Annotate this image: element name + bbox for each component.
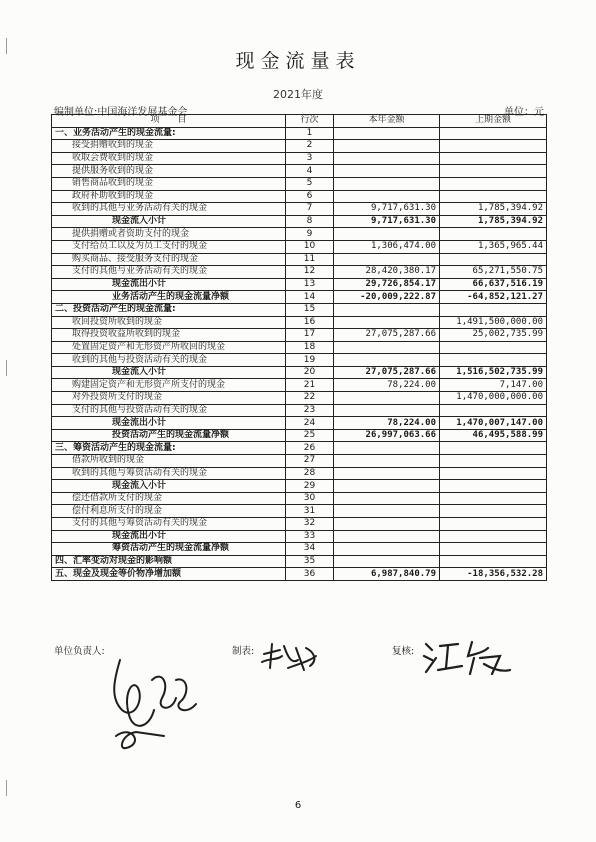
table-row bbox=[52, 568, 547, 581]
table-row bbox=[52, 278, 547, 291]
row-label: 五、现金及现金等价物净增加额 bbox=[52, 568, 286, 581]
row-line-number: 25 bbox=[286, 429, 334, 442]
row-line-number: 1 bbox=[286, 127, 334, 140]
row-current-amount: 6,987,840.79 bbox=[334, 568, 440, 581]
table-row bbox=[52, 341, 547, 354]
row-line-number: 10 bbox=[286, 240, 334, 253]
row-label: 现金流出小计 bbox=[52, 278, 286, 291]
table-row bbox=[52, 165, 547, 178]
row-label: 提供捐赠或者资助支付的现金 bbox=[52, 228, 286, 241]
table-row bbox=[52, 127, 547, 140]
table-row bbox=[52, 404, 547, 417]
table-row bbox=[52, 555, 547, 568]
row-previous-amount bbox=[440, 442, 547, 455]
row-previous-amount: 1,785,394.92 bbox=[440, 215, 547, 228]
table-row bbox=[52, 291, 547, 304]
row-previous-amount: 7,147.00 bbox=[440, 379, 547, 392]
row-previous-amount: 1,365,965.44 bbox=[440, 240, 547, 253]
table-row bbox=[52, 379, 547, 392]
row-previous-amount bbox=[440, 152, 547, 165]
row-line-number: 9 bbox=[286, 228, 334, 241]
row-previous-amount bbox=[440, 190, 547, 203]
row-label: 收到的其他与投资活动有关的现金 bbox=[52, 354, 286, 367]
row-previous-amount: 66,637,516.19 bbox=[440, 278, 547, 291]
row-label: 收到的其他与筹资活动有关的现金 bbox=[52, 467, 286, 480]
row-previous-amount: 1,516,502,735.99 bbox=[440, 366, 547, 379]
col-header-current: 本年金额 bbox=[334, 115, 440, 128]
row-line-number: 31 bbox=[286, 505, 334, 518]
row-current-amount bbox=[334, 303, 440, 316]
row-label: 一、业务活动产生的现金流量: bbox=[52, 127, 286, 140]
row-current-amount bbox=[334, 442, 440, 455]
row-previous-amount bbox=[440, 480, 547, 493]
row-line-number: 19 bbox=[286, 354, 334, 367]
row-label: 提供服务收到的现金 bbox=[52, 165, 286, 178]
table-row bbox=[52, 266, 547, 279]
row-line-number: 29 bbox=[286, 480, 334, 493]
row-label: 现金流出小计 bbox=[52, 417, 286, 430]
row-label: 收回投资所收到的现金 bbox=[52, 316, 286, 329]
row-current-amount bbox=[334, 140, 440, 153]
row-line-number: 26 bbox=[286, 442, 334, 455]
row-label: 偿还借款所支付的现金 bbox=[52, 492, 286, 505]
col-header-item: 项 目 bbox=[52, 115, 286, 128]
table-row bbox=[52, 530, 547, 543]
row-current-amount bbox=[334, 518, 440, 531]
table-row bbox=[52, 152, 547, 165]
row-current-amount bbox=[334, 467, 440, 480]
row-label: 筹资活动产生的现金流量净额 bbox=[52, 543, 286, 556]
fiscal-year: 2021年度 bbox=[273, 88, 323, 101]
row-current-amount: 9,717,631.30 bbox=[334, 203, 440, 216]
row-label: 二、投资活动产生的现金流量: bbox=[52, 303, 286, 316]
table-row bbox=[52, 215, 547, 228]
table-row bbox=[52, 455, 547, 468]
row-label: 现金流出小计 bbox=[52, 530, 286, 543]
row-label: 支付的其他与业务活动有关的现金 bbox=[52, 266, 286, 279]
row-previous-amount bbox=[440, 165, 547, 178]
row-line-number: 34 bbox=[286, 543, 334, 556]
row-current-amount bbox=[334, 354, 440, 367]
row-line-number: 17 bbox=[286, 329, 334, 342]
row-label: 现金流入小计 bbox=[52, 215, 286, 228]
row-current-amount bbox=[334, 177, 440, 190]
row-label: 业务活动产生的现金流量净额 bbox=[52, 291, 286, 304]
table-row bbox=[52, 518, 547, 531]
row-current-amount bbox=[334, 228, 440, 241]
table-row bbox=[52, 329, 547, 342]
scan-mark bbox=[6, 360, 17, 376]
row-previous-amount: 1,470,007,147.00 bbox=[440, 417, 547, 430]
row-label: 收到的其他与业务活动有关的现金 bbox=[52, 203, 286, 216]
row-line-number: 15 bbox=[286, 303, 334, 316]
row-label: 收取会费收到的现金 bbox=[52, 152, 286, 165]
row-current-amount: 9,717,631.30 bbox=[334, 215, 440, 228]
row-line-number: 22 bbox=[286, 392, 334, 405]
table-row bbox=[52, 228, 547, 241]
row-label: 投资活动产生的现金流量净额 bbox=[52, 429, 286, 442]
row-previous-amount: 46,495,588.99 bbox=[440, 429, 547, 442]
row-label: 取得投资收益所收到的现金 bbox=[52, 329, 286, 342]
row-current-amount: -20,009,222.87 bbox=[334, 291, 440, 304]
scan-mark bbox=[6, 780, 17, 796]
row-previous-amount: -64,852,121.27 bbox=[440, 291, 547, 304]
row-previous-amount: 65,271,550.75 bbox=[440, 266, 547, 279]
row-line-number: 35 bbox=[286, 555, 334, 568]
row-label: 支付的其他与筹资活动有关的现金 bbox=[52, 518, 286, 531]
row-line-number: 20 bbox=[286, 366, 334, 379]
row-line-number: 27 bbox=[286, 455, 334, 468]
row-previous-amount bbox=[440, 455, 547, 468]
row-label: 销售商品收到的现金 bbox=[52, 177, 286, 190]
row-previous-amount bbox=[440, 505, 547, 518]
row-line-number: 5 bbox=[286, 177, 334, 190]
row-label: 现金流入小计 bbox=[52, 366, 286, 379]
row-label: 支付给员工以及为员工支付的现金 bbox=[52, 240, 286, 253]
row-previous-amount bbox=[440, 303, 547, 316]
table-row bbox=[52, 190, 547, 203]
preparer-signature-label: 制表: bbox=[232, 646, 255, 657]
row-previous-amount bbox=[440, 467, 547, 480]
row-current-amount bbox=[334, 530, 440, 543]
head-signature-scrawl bbox=[92, 640, 212, 760]
row-label: 接受捐赠收到的现金 bbox=[52, 140, 286, 153]
row-label: 借款所收到的现金 bbox=[52, 455, 286, 468]
row-current-amount bbox=[334, 480, 440, 493]
row-label: 购买商品、接受服务支付的现金 bbox=[52, 253, 286, 266]
table-row bbox=[52, 417, 547, 430]
table-row bbox=[52, 316, 547, 329]
row-previous-amount bbox=[440, 140, 547, 153]
row-current-amount bbox=[334, 341, 440, 354]
row-label: 对外投资所支付的现金 bbox=[52, 392, 286, 405]
table-row bbox=[52, 354, 547, 367]
row-previous-amount bbox=[440, 492, 547, 505]
row-line-number: 16 bbox=[286, 316, 334, 329]
table-header-row bbox=[52, 115, 547, 128]
row-line-number: 30 bbox=[286, 492, 334, 505]
table-row bbox=[52, 467, 547, 480]
row-line-number: 6 bbox=[286, 190, 334, 203]
row-current-amount bbox=[334, 190, 440, 203]
unit-label: 单位：元 bbox=[504, 107, 544, 118]
row-current-amount bbox=[334, 127, 440, 140]
table-row bbox=[52, 442, 547, 455]
row-label: 三、筹资活动产生的现金流量: bbox=[52, 442, 286, 455]
row-previous-amount bbox=[440, 543, 547, 556]
table-row bbox=[52, 366, 547, 379]
row-current-amount bbox=[334, 543, 440, 556]
row-previous-amount bbox=[440, 518, 547, 531]
table-row bbox=[52, 303, 547, 316]
row-previous-amount: -18,356,532.28 bbox=[440, 568, 547, 581]
row-line-number: 18 bbox=[286, 341, 334, 354]
table-row bbox=[52, 392, 547, 405]
table-row bbox=[52, 429, 547, 442]
table-row bbox=[52, 140, 547, 153]
row-current-amount bbox=[334, 165, 440, 178]
row-line-number: 32 bbox=[286, 518, 334, 531]
row-line-number: 7 bbox=[286, 203, 334, 216]
head-signature-label: 单位负责人: bbox=[54, 646, 105, 657]
row-current-amount bbox=[334, 492, 440, 505]
row-current-amount: 29,726,854.17 bbox=[334, 278, 440, 291]
row-label: 四、汇率变动对现金的影响额 bbox=[52, 555, 286, 568]
row-line-number: 2 bbox=[286, 140, 334, 153]
row-current-amount bbox=[334, 555, 440, 568]
table-row bbox=[52, 543, 547, 556]
row-line-number: 13 bbox=[286, 278, 334, 291]
row-previous-amount bbox=[440, 177, 547, 190]
cash-flow-table bbox=[51, 114, 547, 581]
row-current-amount: 27,075,287.66 bbox=[334, 329, 440, 342]
row-line-number: 28 bbox=[286, 467, 334, 480]
row-current-amount: 28,420,380.17 bbox=[334, 266, 440, 279]
page-title: 现金流量表 bbox=[235, 50, 361, 72]
row-previous-amount bbox=[440, 555, 547, 568]
row-previous-amount bbox=[440, 228, 547, 241]
row-line-number: 24 bbox=[286, 417, 334, 430]
row-label: 政府补助收到的现金 bbox=[52, 190, 286, 203]
row-label: 购建固定资产和无形资产所支付的现金 bbox=[52, 379, 286, 392]
table-row bbox=[52, 203, 547, 216]
row-line-number: 4 bbox=[286, 165, 334, 178]
row-current-amount bbox=[334, 505, 440, 518]
table-row bbox=[52, 240, 547, 253]
row-current-amount bbox=[334, 316, 440, 329]
row-previous-amount: 25,002,735.99 bbox=[440, 329, 547, 342]
table-row bbox=[52, 177, 547, 190]
col-header-line: 行次 bbox=[286, 115, 334, 128]
row-current-amount: 27,075,287.66 bbox=[334, 366, 440, 379]
row-label: 偿付利息所支付的现金 bbox=[52, 505, 286, 518]
table-row bbox=[52, 480, 547, 493]
row-previous-amount bbox=[440, 341, 547, 354]
row-line-number: 36 bbox=[286, 568, 334, 581]
row-previous-amount bbox=[440, 127, 547, 140]
row-line-number: 21 bbox=[286, 379, 334, 392]
row-current-amount: 1,306,474.00 bbox=[334, 240, 440, 253]
col-header-previous: 上期金额 bbox=[440, 115, 547, 128]
row-previous-amount bbox=[440, 530, 547, 543]
row-previous-amount: 1,785,394.92 bbox=[440, 203, 547, 216]
row-line-number: 12 bbox=[286, 266, 334, 279]
row-line-number: 8 bbox=[286, 215, 334, 228]
org-label: 编制单位:中国海洋发展基金会 bbox=[54, 107, 188, 118]
table-row bbox=[52, 253, 547, 266]
row-previous-amount bbox=[440, 404, 547, 417]
row-previous-amount: 1,470,000,000.00 bbox=[440, 392, 547, 405]
row-label: 处置固定资产和无形资产所收回的现金 bbox=[52, 341, 286, 354]
row-line-number: 3 bbox=[286, 152, 334, 165]
preparer-signature-scrawl bbox=[258, 638, 322, 678]
row-previous-amount bbox=[440, 253, 547, 266]
row-current-amount: 78,224.00 bbox=[334, 417, 440, 430]
row-current-amount bbox=[334, 404, 440, 417]
table-row bbox=[52, 505, 547, 518]
row-label: 支付的其他与投资活动有关的现金 bbox=[52, 404, 286, 417]
row-line-number: 23 bbox=[286, 404, 334, 417]
reviewer-signature-label: 复核: bbox=[392, 646, 415, 657]
row-current-amount bbox=[334, 455, 440, 468]
row-line-number: 33 bbox=[286, 530, 334, 543]
row-line-number: 11 bbox=[286, 253, 334, 266]
row-current-amount bbox=[334, 152, 440, 165]
reviewer-signature-scrawl bbox=[418, 636, 514, 680]
row-previous-amount: 1,491,500,000.00 bbox=[440, 316, 547, 329]
row-line-number: 14 bbox=[286, 291, 334, 304]
row-current-amount bbox=[334, 392, 440, 405]
page-number: 6 bbox=[294, 800, 302, 811]
row-current-amount bbox=[334, 253, 440, 266]
row-previous-amount bbox=[440, 354, 547, 367]
table-row bbox=[52, 492, 547, 505]
row-current-amount: 78,224.00 bbox=[334, 379, 440, 392]
row-current-amount: 26,997,063.66 bbox=[334, 429, 440, 442]
row-label: 现金流入小计 bbox=[52, 480, 286, 493]
